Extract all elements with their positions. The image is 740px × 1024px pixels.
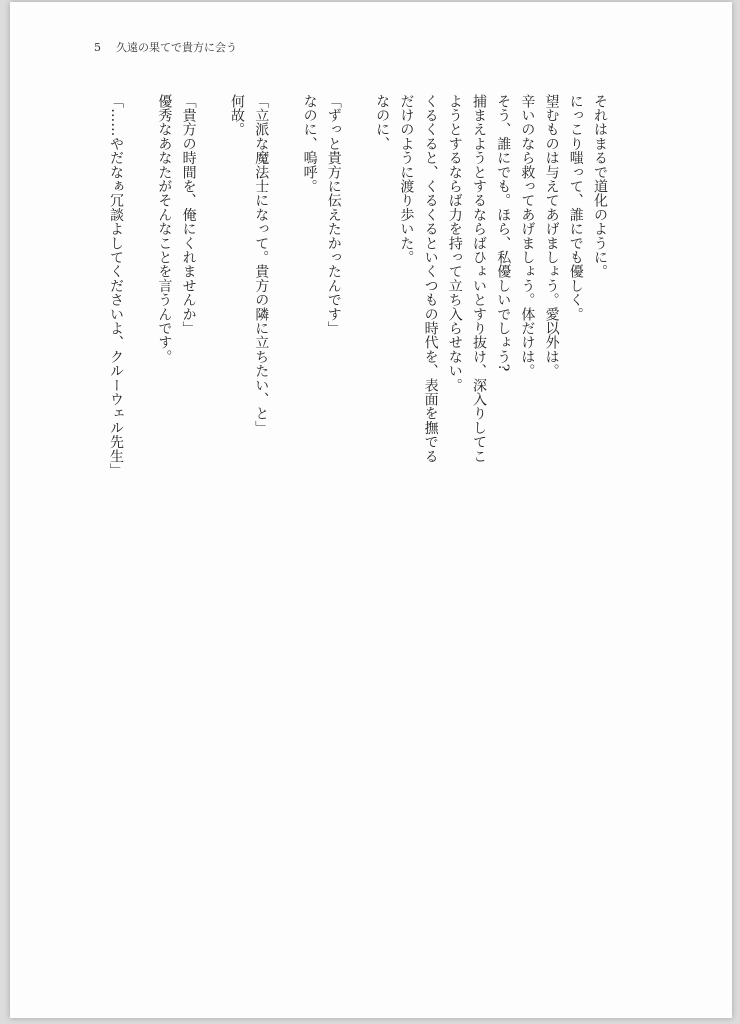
running-header — [94, 39, 237, 55]
text-line: なのに、嗚呼。 — [301, 94, 318, 194]
text-line: 「貴方の時間を、俺にくれませんか」 — [180, 94, 197, 336]
text-line: にっこり嗤って、誰にでも優しく。 — [567, 94, 584, 322]
paragraph-gap — [346, 94, 370, 474]
text-line: なのに、 — [374, 94, 391, 151]
text-line: だけのように渡り歩いた。 — [398, 94, 415, 265]
text-line: 「立派な魔法士になって。貴方の隣に立ちたい、と」 — [253, 94, 270, 435]
text-line: 辛いのなら救ってあげましょう。体だけは。 — [519, 94, 536, 378]
vertical-body-text — [104, 94, 612, 478]
text-line: 「ずっと貴方に伝えたかったんです」 — [325, 94, 342, 336]
text-line: ようとするならば力を持って立ち入らせない。 — [446, 94, 463, 393]
text-line: 何故。 — [228, 94, 245, 137]
text-line: 「……やだなぁ冗談よしてくださいよ、クルーウェル先生」 — [108, 94, 124, 478]
text-line: 優秀なあなたがそんなことを言うんです。 — [156, 94, 173, 364]
paragraph-gap — [201, 94, 225, 474]
page-number: 5 — [94, 41, 101, 54]
paragraph-gap — [128, 94, 152, 474]
text-line: 望むものは与えてあげましょう。愛以外は。 — [543, 94, 560, 378]
text-line: くるくると、くるくるといくつもの時代を、表面を撫でる — [422, 94, 439, 464]
document-page — [10, 2, 732, 1018]
chapter-title: 久遠の果てで貴方に会う — [116, 41, 237, 54]
text-line: 捕まえようとするならばひょいとすり抜け、深入りしてこ — [470, 94, 487, 464]
paragraph-gap — [273, 94, 297, 474]
text-line: それはまるで道化のように。 — [592, 94, 608, 279]
text-line: そう、誰にでも。ほら、私優しいでしょう? — [495, 94, 512, 372]
